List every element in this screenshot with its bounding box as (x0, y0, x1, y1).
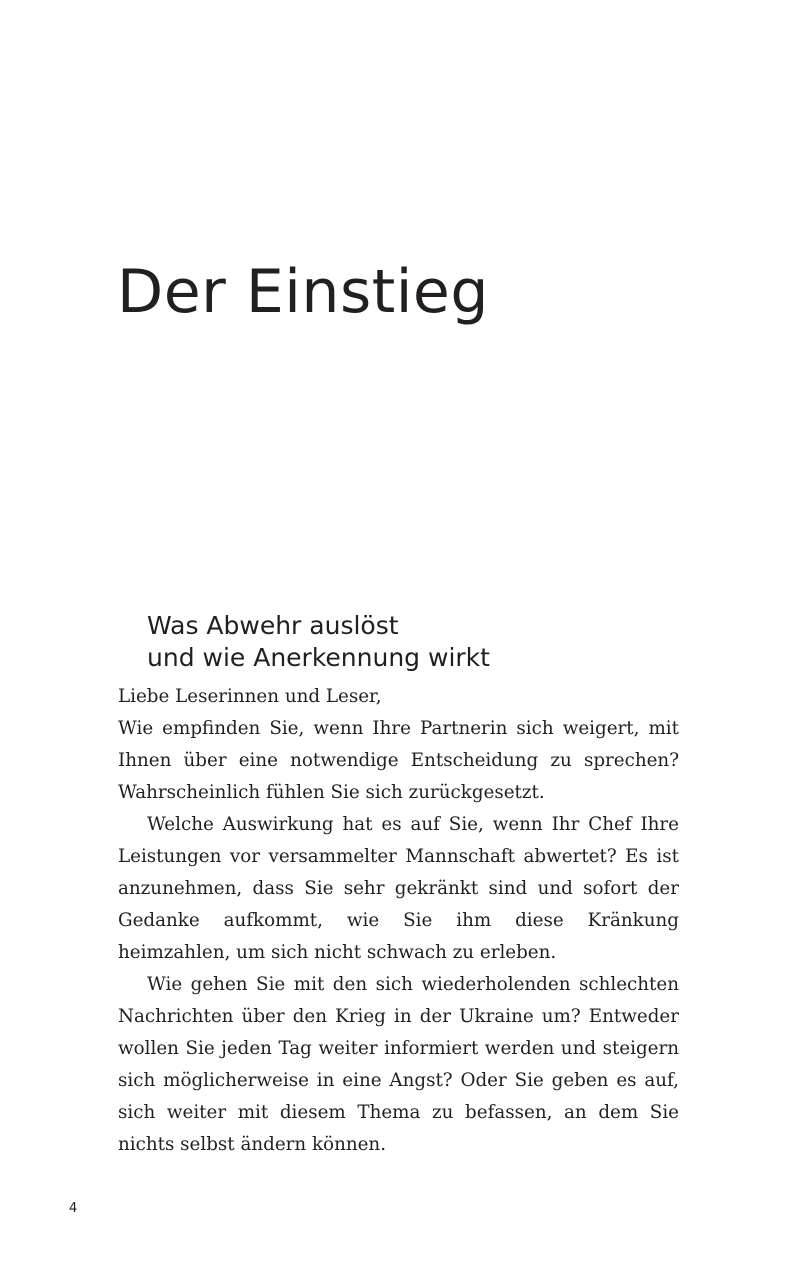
body-text (118, 681, 679, 1161)
body-paragraph-1: Wie empfinden Sie, wenn Ihre Partnerin sich weigert, mit Ihnen über eine notwendige Entscheidung zu sprechen? Wahrscheinlich fühlen Sie sich zurückgesetzt. (118, 718, 679, 803)
body-paragraph-3: Wie gehen Sie mit den sich wiederholenden schlechten Nachrichten über den Krieg in der Ukraine um? Entweder wollen Sie jeden Tag weiter informiert werden und steigern sich möglicherweise in eine Angst? Oder Sie geben es auf, sich weiter mit diesem Thema zu befassen, an dem Sie nichts selbst ändern können. (118, 974, 679, 1155)
section-heading-line-1: Was Abwehr auslöst (147, 611, 399, 640)
section-heading-line-2: und wie Anerkennung wirkt (147, 643, 490, 672)
chapter-title: Der Einstieg (117, 257, 489, 327)
salutation: Liebe Leserinnen und Leser, (118, 686, 382, 707)
page-number: 4 (69, 1201, 78, 1216)
body-paragraph-2: Welche Auswirkung hat es auf Sie, wenn Ihr Chef Ihre Leistungen vor versammelter Mannschaft abwertet? Es ist anzunehmen, dass Sie sehr gekränkt sind und sofort der Gedanke aufkommt, wie Sie ihm diese Kränkung heimzahlen, um sich nicht schwach zu erleben. (118, 814, 679, 963)
section-heading (147, 610, 707, 674)
